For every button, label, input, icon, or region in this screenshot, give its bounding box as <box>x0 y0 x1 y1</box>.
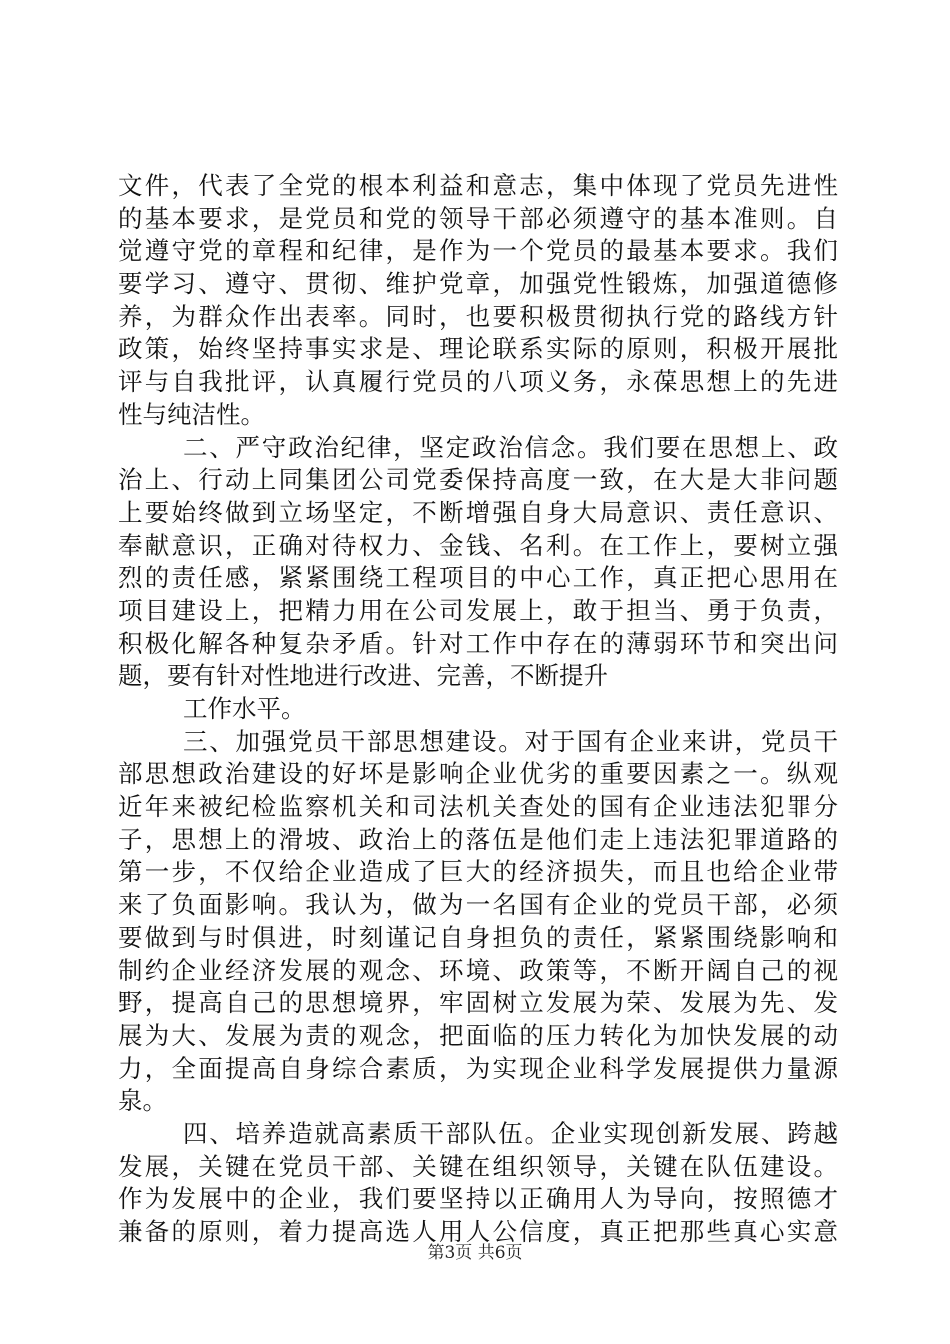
text-line: 性与纯洁性。 <box>118 399 265 429</box>
text-line: 制约企业经济发展的观念、环境、政策等，不断开阔自己的视 <box>118 955 838 985</box>
text-line: 评与自我批评，认真履行党员的八项义务，永葆思想上的先进 <box>118 367 838 397</box>
text-line: 题，要有针对性地进行改进、完善，不断提升 <box>118 661 608 691</box>
text-line: 二、严守政治纪律，坚定政治信念。我们要在思想上、政 <box>183 432 838 462</box>
text-line: 文件，代表了全党的根本利益和意志，集中体现了党员先进性 <box>118 171 838 200</box>
text-line: 要学习、遵守、贯彻、维护党章，加强党性锻炼，加强道德修 <box>118 269 838 299</box>
text-line: 兼备的原则，着力提高选人用人公信度，真正把那些真心实意 <box>118 1217 838 1246</box>
text-line: 养，为群众作出表率。同时，也要积极贯彻执行党的路线方针 <box>118 301 838 331</box>
text-line: 力，全面提高自身综合素质，为实现企业科学发展提供力量源 <box>118 1053 838 1083</box>
text-line: 政策，始终坚持事实求是、理论联系实际的原则，积极开展批 <box>118 334 838 364</box>
text-line: 展为大、发展为责的观念，把面临的压力转化为加快发展的动 <box>118 1020 838 1050</box>
text-line: 野，提高自己的思想境界，牢固树立发展为荣、发展为先、发 <box>118 988 838 1018</box>
text-line: 部思想政治建设的好坏是影响企业优劣的重要因素之一。纵观 <box>118 759 838 789</box>
text-line: 四、培养造就高素质干部队伍。企业实现创新发展、跨越 <box>183 1118 838 1148</box>
page-footer: 第3页 共6页 <box>427 1243 523 1263</box>
text-line: 第一步，不仅给企业造成了巨大的经济损失，而且也给企业带 <box>118 857 838 887</box>
text-line: 要做到与时俱进，时刻谨记自身担负的责任，紧紧围绕影响和 <box>118 922 838 952</box>
text-line: 近年来被纪检监察机关和司法机关查处的国有企业违法犯罪分 <box>118 792 838 822</box>
text-line: 奉献意识，正确对待权力、金钱、名利。在工作上，要树立强 <box>118 530 838 560</box>
document-body <box>118 170 838 1249</box>
text-line: 的基本要求，是党员和党的领导干部必须遵守的基本准则。自 <box>118 203 838 233</box>
text-line: 来了负面影响。我认为，做为一名国有企业的党员干部，必须 <box>118 890 838 920</box>
text-line: 项目建设上，把精力用在公司发展上，敢于担当、勇于负责， <box>118 595 838 625</box>
text-line: 泉。 <box>118 1086 167 1116</box>
text-line: 积极化解各种复杂矛盾。针对工作中存在的薄弱环节和突出问 <box>118 628 838 658</box>
text-line: 上要始终做到立场坚定，不断增强自身大局意识、责任意识、 <box>118 497 838 527</box>
text-line: 作为发展中的企业，我们要坚持以正确用人为导向，按照德才 <box>118 1184 838 1214</box>
text-line: 觉遵守党的章程和纪律，是作为一个党员的最基本要求。我们 <box>118 236 838 266</box>
text-line: 工作水平。 <box>183 694 306 723</box>
text-line: 三、加强党员干部思想建设。对于国有企业来讲，党员干 <box>183 726 838 756</box>
text-line: 发展，关键在党员干部、关键在组织领导，关键在队伍建设。 <box>118 1151 838 1181</box>
text-line: 治上、行动上同集团公司党委保持高度一致，在大是大非问题 <box>118 465 838 495</box>
text-line: 子，思想上的滑坡、政治上的落伍是他们走上违法犯罪道路的 <box>118 824 838 854</box>
text-line: 烈的责任感，紧紧围绕工程项目的中心工作，真正把心思用在 <box>118 563 838 593</box>
